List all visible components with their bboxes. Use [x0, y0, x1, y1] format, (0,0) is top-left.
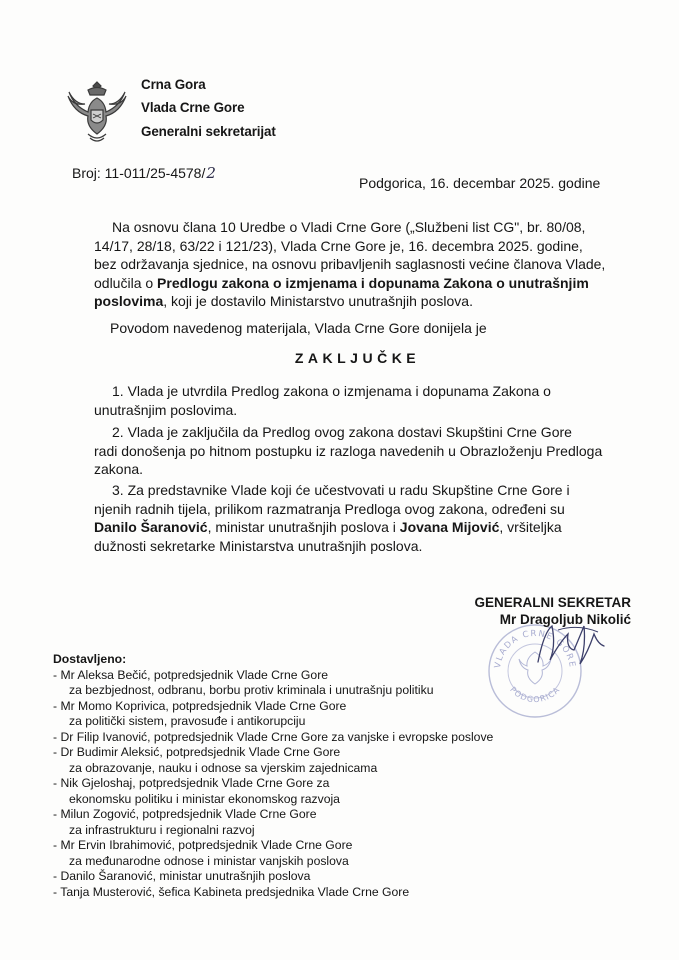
- conclusion-point-1: [94, 382, 634, 419]
- recipient-portfolio: za politički sistem, pravosuđe i antikorupciju: [69, 714, 306, 728]
- intro-paragraph: [94, 218, 634, 311]
- header-government: Vlada Crne Gore: [141, 100, 245, 115]
- recipient-portfolio: za međunarodne odnose i ministar vanjskih poslova: [69, 853, 349, 868]
- point-line: [94, 518, 634, 537]
- point-text: , ministar unutrašnjih poslova i: [207, 519, 400, 535]
- reference-number-handwritten: 2: [206, 164, 216, 182]
- recipient: - Nik Gjeloshaj, potpredsjednik Vlade Crne Gore za: [53, 776, 329, 790]
- stamp-bottom-text: PODGORICA: [508, 685, 562, 705]
- intro-line: [94, 292, 634, 311]
- list-item: [53, 745, 493, 776]
- point-line: 1. Vlada je utvrdila Predlog zakona o izmjenama i dopunama Zakona o: [112, 383, 551, 399]
- recipient-portfolio: za infrastrukturu i regionalni razvoj: [69, 822, 255, 837]
- law-title-bold: Predlogu zakona o izmjenama i dopunama Zakona o unutrašnjim: [157, 274, 589, 291]
- stamp-top-text: VLADA CRNE GORE: [493, 628, 577, 670]
- intro-text: odlučila o: [94, 274, 158, 291]
- recipient: - Tanja Musterović, šefica Kabineta predsjednika Vlade Crne Gore: [53, 885, 409, 899]
- point-line: unutrašnjim poslovima.: [94, 401, 238, 418]
- reference-number: [72, 164, 216, 182]
- intro-line: 14/17, 28/18, 63/22 i 121/23), Vlada Crne Gore je, 16. decembra 2025. godine,: [94, 237, 583, 254]
- list-item: [53, 668, 493, 699]
- recipient: - Milun Zogović, potpredsjednik Vlade Crne Gore: [53, 807, 317, 821]
- handwritten-signature-icon: [528, 612, 638, 682]
- montenegro-coat-of-arms-icon: [66, 78, 128, 148]
- list-item: [53, 838, 493, 869]
- list-item: [53, 807, 493, 838]
- conclusion-point-3: [94, 481, 634, 555]
- list-item: [53, 869, 493, 885]
- list-item: [53, 730, 493, 746]
- distribution-list: [53, 652, 493, 900]
- recipient-portfolio: ekonomsku politiku i ministar ekonomskog razvoja: [69, 791, 340, 806]
- representative-name: Jovana Mijović: [399, 519, 500, 535]
- header-country: Crna Gora: [141, 77, 206, 92]
- intro-line: Na osnovu člana 10 Uredbe o Vladi Crne Gore („Službeni list CG", br. 80/08,: [112, 219, 586, 235]
- conclusion-point-2: [94, 423, 634, 479]
- recipient-portfolio: za bezbjednost, odbranu, borbu protiv kriminala i unutrašnju politiku: [69, 683, 434, 697]
- recipient: - Dr Budimir Aleksić, potpredsjednik Vlade Crne Gore: [53, 745, 340, 759]
- conclusions-title: ZAKLJUČKE: [294, 350, 421, 366]
- recipient: - Mr Aleksa Bečić, potpredsjednik Vlade Crne Gore: [53, 668, 328, 682]
- point-line: radi donošenja po hitnom postupku iz razloga navedenih u Obrazloženju Predloga: [94, 442, 603, 459]
- intro-line: bez održavanja sjednice, na osnovu pribavljenih saglasnosti većine članova Vlade,: [94, 256, 606, 272]
- point-line: njenih radnih tijela, prilikom razmatranja Predloga ovog zakona, određeni su: [94, 500, 565, 517]
- point-line: dužnosti sekretarke Ministarstva unutrašnjih poslova.: [94, 537, 423, 554]
- signatory-title: GENERALNI SEKRETAR: [474, 595, 631, 610]
- point-text: , vršiteljka: [499, 519, 562, 535]
- header-secretariat: Generalni sekretarijat: [141, 124, 276, 139]
- recipient-portfolio: za obrazovanje, nauku i odnose sa vjerskim zajednicama: [69, 760, 378, 775]
- place-and-date: Podgorica, 16. decembar 2025. godine: [359, 175, 601, 191]
- list-item: [53, 776, 493, 807]
- signatory-name: Mr Dragoljub Nikolić: [499, 612, 631, 627]
- conclusion-lead: Povodom navedenog materijala, Vlada Crne Gore donijela je: [110, 320, 487, 336]
- recipient: - Mr Momo Koprivica, potpredsjednik Vlade Crne Gore: [53, 699, 346, 713]
- point-line: zakona.: [94, 461, 144, 477]
- recipient: - Mr Ervin Ibrahimović, potpredsjednik Vlade Crne Gore: [53, 838, 352, 852]
- point-line: 3. Za predstavnike Vlade koji će učestvovati u radu Skupštine Crne Gore i: [112, 482, 570, 498]
- reference-number-label: Broj: 11-011/25-4578/: [72, 165, 206, 181]
- recipient: - Danilo Šaranović, ministar unutrašnjih poslova: [53, 869, 310, 883]
- law-title-bold: poslovima: [94, 293, 164, 309]
- intro-line: [94, 274, 634, 293]
- intro-text: , koji je dostavilo Ministarstvo unutrašnjih poslova.: [163, 293, 473, 309]
- representative-name: Danilo Šaranović: [94, 519, 208, 535]
- list-item: [53, 885, 493, 901]
- distribution-title: Dostavljeno:: [53, 652, 127, 666]
- point-line: 2. Vlada je zaključila da Predlog ovog zakona dostavi Skupštini Crne Gore: [112, 424, 572, 440]
- svg-text:PODGORICA: [508, 685, 562, 704]
- list-item: [53, 699, 493, 730]
- recipient: - Dr Filip Ivanović, potpredsjednik Vlade Crne Gore za vanjske i evropske poslove: [53, 730, 493, 744]
